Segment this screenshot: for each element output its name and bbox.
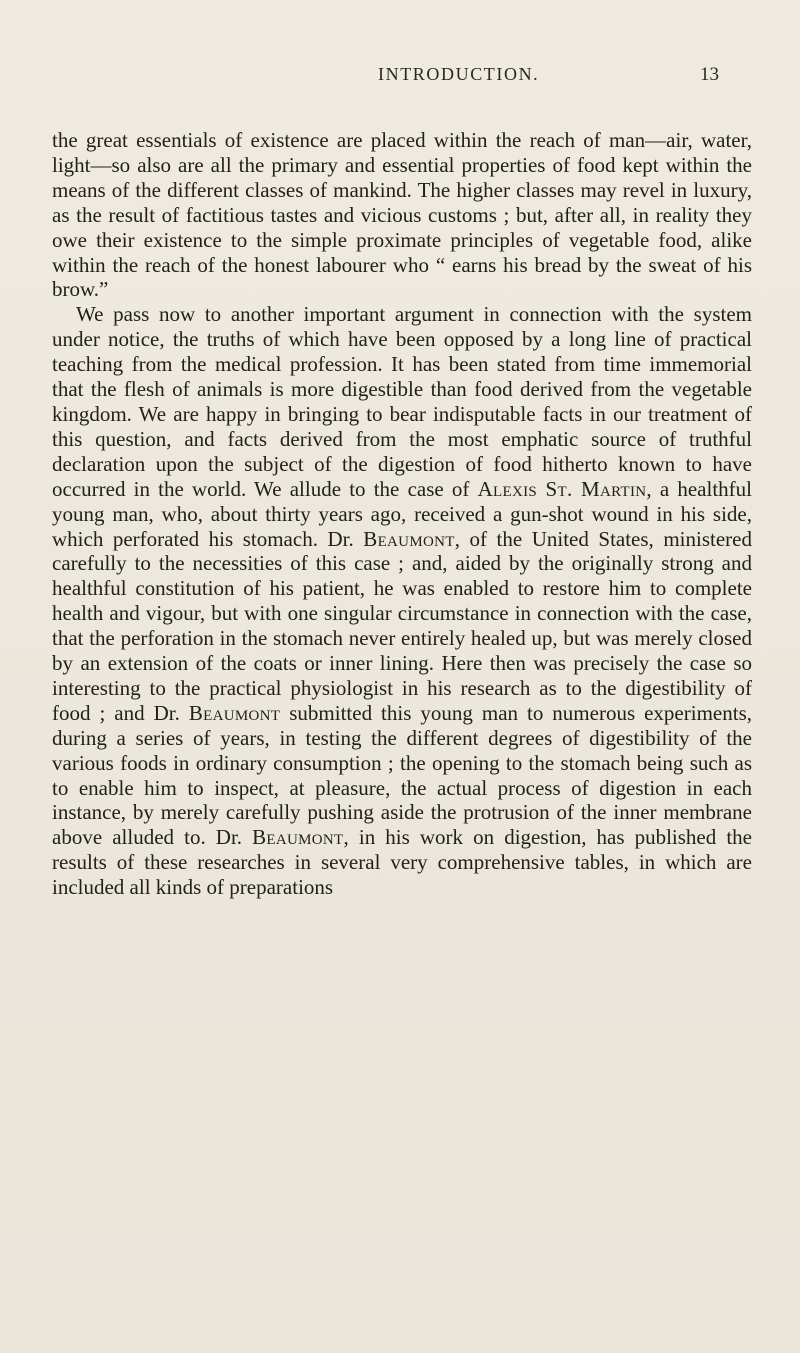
running-title: INTRODUCTION. (378, 64, 540, 84)
person-name-beaumont: Beaumont (363, 526, 455, 551)
paragraph-text: We pass now to another important argument in connection with the system under notice, the truths of which have been opposed by a long line of practical teaching from the medical profession. It has been stated from time immemorial that the flesh of animals is more digestible than food derived from the vegetable kingdom. We are happy in bringing to bear indisputable facts in our treatment of this question, and facts derived from the most emphatic source of truthful declaration upon the subject of the digestion of food hitherto known to have occurred in the world. We allude to the case of (52, 302, 752, 501)
person-name-beaumont: Beaumont (252, 825, 344, 850)
paragraph-digestibility (52, 302, 752, 900)
paragraph-text: , in his work on digestion, has published the results of these researches in several very comprehensive tables, in which are included all kinds of preparations (52, 825, 752, 900)
body-text (52, 128, 752, 900)
page-number: 13 (700, 64, 719, 85)
paragraph-continued: the great essentials of existence are placed within the reach of man—air, water, light—so also are all the primary and essential properties of food kept within the means of the different classes of mankind. The higher classes may revel in luxury, as the result of factitious tastes and vicious customs ; but, after all, in reality they owe their existence to the simple proximate principles of vegetable food, alike within the reach of the honest labourer who “ earns his bread by the sweat of his brow.” (52, 128, 752, 302)
person-name-beaumont: Beaumont (188, 700, 281, 725)
person-name-alexis-st-martin: Alexis St. Martin (477, 476, 647, 501)
paragraph-text: , of the United States, ministered carefully to the necessities of this case ; and, aided by the originally strong and healthful constitution of his patient, he was enabled to restore him to complete health and vigour, but with one singular circumstance in connection with the case, that the perforation in the stomach never entirely healed up, but was merely closed by an extension of the coats or inner lining. Here then was precisely the case so interesting to the practical physiologist in his research as to the digestibility of food ; and Dr. (52, 526, 752, 725)
paragraph-text: , a healthful young man, who, about thirty years ago, received a gun-shot wound in his side, which perforated his stomach. Dr. (52, 476, 752, 551)
paragraph-text: submitted this young man to numerous experiments, during a series of years, in testing the different degrees of digestibility of the various foods in ordinary consumption ; the opening to the stomach being such as to enable him to inspect, at pleasure, the actual process of digestion in each instance, by merely carefully pushing aside the protrusion of the inner membrane above alluded to. Dr. (52, 700, 752, 850)
running-header (0, 64, 800, 94)
